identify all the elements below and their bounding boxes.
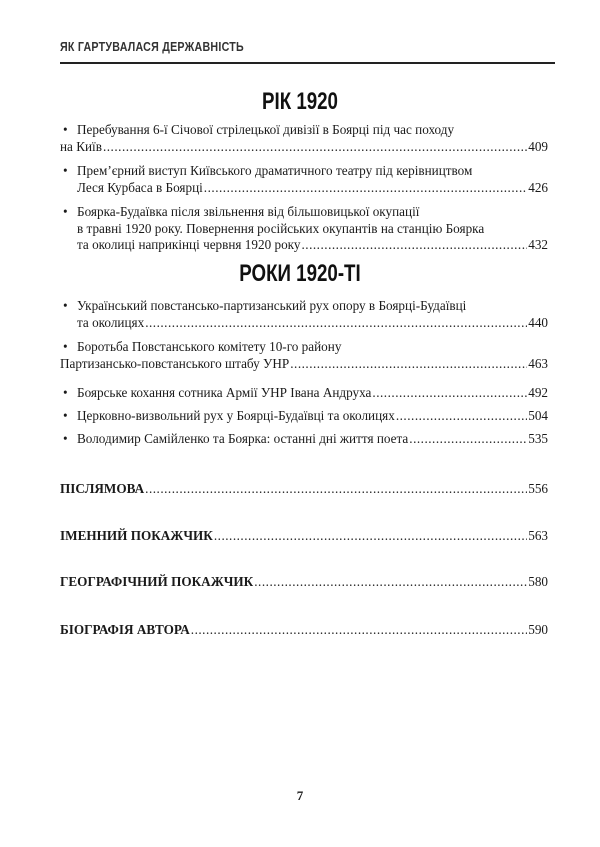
bullet: • (63, 339, 68, 354)
entry-text: Перебування 6-ї Січової стрілецької дивізії в Боярці під час походу (77, 122, 455, 137)
section-heading: РІК 1920 (262, 88, 338, 115)
toc-entry[interactable] (60, 339, 548, 372)
entry-text: Український повстансько-партизанський рух опору в Боярці-Будаївці (77, 298, 467, 313)
toc-backmatter-name-index[interactable] (60, 528, 548, 544)
entry-text: Володимир Самійленко та Боярка: останні дні життя поета (77, 431, 409, 446)
leader-dots (396, 408, 527, 425)
entry-text: ІМЕННИЙ ПОКАЖЧИК (60, 528, 213, 543)
entry-text: Церковно-визвольний рух у Боярці-Будаївці та околицях (77, 408, 395, 423)
bullet: • (63, 163, 68, 178)
entry-text: ПІСЛЯМОВА (60, 481, 145, 496)
leader-dots (145, 481, 527, 497)
leader-dots (254, 574, 527, 590)
page-ref: 440 (528, 314, 548, 330)
bullet: • (63, 385, 68, 400)
entry-text: БІОГРАФІЯ АВТОРА (60, 622, 190, 637)
toc-entry[interactable] (60, 204, 548, 254)
page-ref: 432 (528, 237, 548, 252)
leader-dots (290, 356, 527, 373)
entry-text: та околиці наприкінці червня 1920 року (77, 237, 301, 252)
bullet: • (63, 298, 68, 313)
leader-dots (191, 622, 527, 638)
toc-backmatter-author-bio[interactable] (60, 622, 548, 638)
entry-text: Боярське кохання сотника Армії УНР Івана Андруха (77, 385, 372, 400)
page-number: 7 (296, 788, 304, 803)
entry-text: та околицях (77, 314, 145, 330)
entry-text: в травні 1920 року. Повернення російських окупантів на станцію Боярка (77, 220, 485, 236)
entry-text: Леся Курбаса в Боярці (77, 179, 203, 195)
running-header: ЯК ГАРТУВАЛАСЯ ДЕРЖАВНІСТЬ (60, 39, 244, 54)
toc-entry[interactable] (60, 163, 548, 196)
page-ref: 504 (528, 408, 548, 423)
page-ref: 563 (528, 528, 548, 543)
leader-dots (145, 315, 527, 332)
leader-dots (103, 139, 527, 156)
bullet: • (63, 408, 68, 423)
page-ref: 580 (528, 574, 548, 589)
entry-text: Партизансько-повстанського штабу УНР (60, 355, 290, 371)
toc-entry[interactable] (60, 408, 548, 425)
section-heading: РОКИ 1920-ТІ (239, 260, 361, 287)
page-ref: 463 (528, 355, 548, 371)
page-ref: 590 (528, 622, 548, 637)
bullet: • (63, 122, 68, 137)
toc-entry[interactable] (60, 298, 548, 331)
leader-dots (372, 385, 527, 402)
leader-dots (301, 237, 527, 254)
bullet: • (63, 204, 68, 219)
toc-entry[interactable] (60, 122, 548, 155)
entry-text: ГЕОГРАФІЧНИЙ ПОКАЖЧИК (60, 574, 254, 589)
entry-text: Боярка-Будаївка після звільнення від більшовицької окупації (77, 204, 420, 219)
bullet: • (63, 431, 68, 446)
entry-text: Боротьба Повстанського комітету 10-го району (77, 339, 342, 354)
header-rule (60, 62, 555, 64)
page-ref: 426 (528, 179, 548, 195)
page-ref: 492 (528, 385, 548, 400)
leader-dots (204, 180, 527, 197)
toc-entry[interactable] (60, 385, 548, 402)
toc-backmatter-afterword[interactable] (60, 481, 548, 497)
entry-text: на Київ (60, 138, 102, 154)
page-ref: 556 (528, 481, 548, 496)
toc-backmatter-geo-index[interactable] (60, 574, 548, 590)
page-ref: 409 (528, 138, 548, 154)
entry-text: Прем’єрний виступ Київського драматичного театру під керівництвом (77, 163, 473, 178)
leader-dots (409, 431, 527, 448)
page-ref: 535 (528, 431, 548, 446)
toc-entry[interactable] (60, 431, 548, 448)
leader-dots (214, 528, 527, 544)
